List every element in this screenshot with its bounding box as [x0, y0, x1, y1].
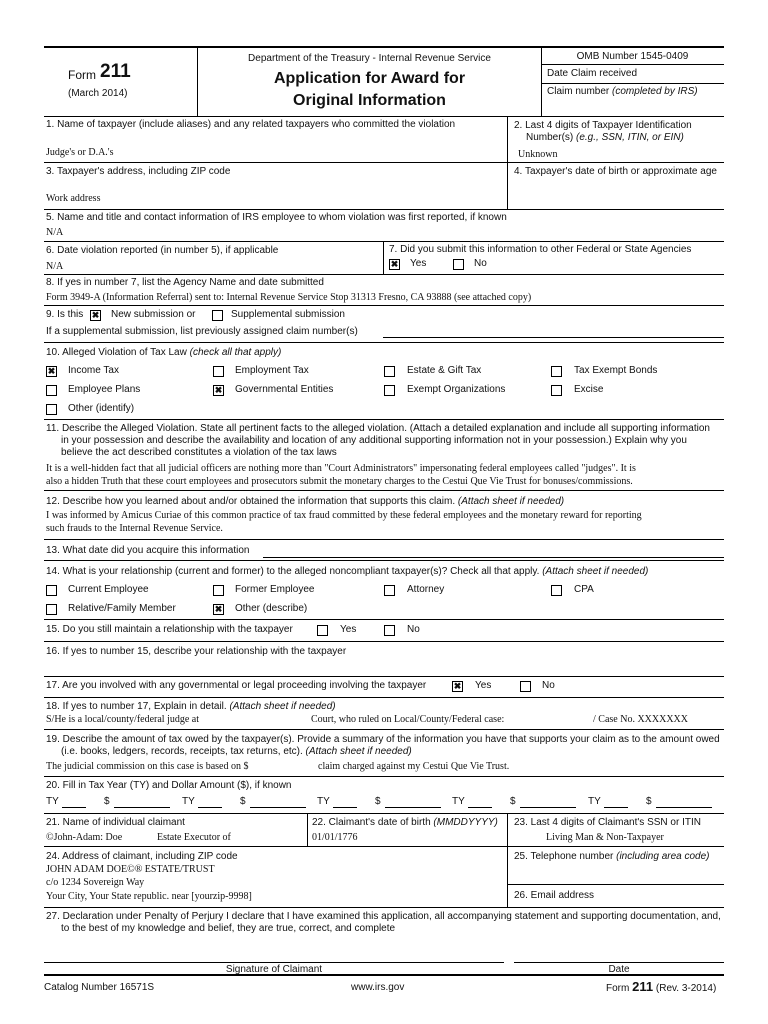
f15-label: 15. Do you still maintain a relationship with the taxpayer: [46, 624, 293, 635]
f14-cpa-checkbox[interactable]: [551, 585, 562, 596]
f5-value[interactable]: N/A: [46, 227, 64, 238]
f8-label: 8. If yes in number 7, list the Agency Name and date submitted: [46, 277, 324, 288]
f13-label: 13. What date did you acquire this information: [46, 545, 250, 556]
check-mark: ✖: [390, 259, 399, 269]
tax-year-input[interactable]: [468, 807, 492, 808]
title-line-1: Application for Award for: [273, 70, 466, 87]
f17-no-label: No: [542, 680, 555, 691]
f2-label-a: 2. Last 4 digits of Taxpayer Identification: [514, 120, 692, 131]
f7-label: 7. Did you submit this information to other Federal or State Agencies: [389, 244, 692, 255]
f12-value-a[interactable]: I was informed by Amicus Curiae of this common practice of tax fraud committed by these federal employees and the monetary reward for reporting: [46, 510, 642, 521]
check-mark: ✖: [453, 681, 462, 691]
check-mark: [47, 405, 56, 414]
f25-label-text: 25. Telephone number: [514, 851, 614, 862]
f6-value[interactable]: N/A: [46, 261, 64, 272]
f10-income-label: Income Tax: [68, 365, 119, 376]
date-claim-received: Date Claim received: [547, 68, 638, 79]
f19-value-a[interactable]: The judicial commission on this case is based on $: [46, 761, 249, 772]
check-mark: [385, 586, 394, 595]
f16-label: 16. If yes to number 15, describe your relationship with the taxpayer: [46, 646, 347, 657]
f4-label: 4. Taxpayer's date of birth or approximate age: [514, 166, 717, 177]
f7-yes-label: Yes: [410, 258, 427, 269]
dollar-amount-input[interactable]: [656, 807, 712, 808]
f10-estate-label: Estate & Gift Tax: [407, 365, 482, 376]
check-mark: [385, 386, 394, 395]
f2-label-c: (e.g., SSN, ITIN, or EIN): [576, 132, 684, 143]
claim-number-label: [547, 86, 698, 98]
f7-no-label: No: [474, 258, 487, 269]
check-mark: [213, 311, 222, 320]
f18-value-b[interactable]: Court, who ruled on Local/County/Federal case:: [311, 714, 505, 725]
f9-supp-label: Supplemental submission: [231, 309, 345, 320]
f10-label: [46, 347, 281, 359]
f10-excise-label: Excise: [574, 384, 604, 395]
f8-value[interactable]: Form 3949-A (Information Referral) sent to: Internal Revenue Service Stop 31313 Fresno, CA 93888 (see attached copy): [46, 292, 532, 303]
f25-note: (including area code): [616, 851, 710, 862]
f24-value-b[interactable]: c/o 1234 Sovereign Way: [46, 877, 145, 888]
form-number: 211: [100, 61, 131, 82]
f12-value-b[interactable]: such frauds to the Internal Revenue Service.: [46, 523, 223, 534]
dollar-amount-input[interactable]: [520, 807, 576, 808]
f15-yes-label: Yes: [340, 624, 357, 635]
f2-label-b-text: Number(s): [526, 132, 574, 143]
date-label: Date: [608, 964, 630, 975]
check-mark: [47, 386, 56, 395]
f22-note: (MMDDYYYY): [433, 817, 498, 828]
f24-value-a[interactable]: JOHN ADAM DOE©® ESTATE/TRUST: [46, 864, 215, 875]
check-mark: ✖: [47, 366, 56, 376]
check-mark: [214, 586, 223, 595]
f10-other-label: Other (identify): [68, 403, 135, 414]
f11-value-a[interactable]: It is a well-hidden fact that all judicial officers are nothing more than "Court Administrators" impersonating federal employees called "judges". It is: [46, 463, 636, 474]
f11-label-a: 11. Describe the Alleged Violation. State all pertinent facts to the alleged violation. (Attach a detailed explanation and include all supporting information: [46, 423, 710, 434]
f14-other-checkbox[interactable]: [213, 604, 224, 615]
f10-gov-label: Governmental Entities: [235, 384, 334, 395]
f13-line[interactable]: [263, 557, 724, 558]
f27-label-b: to the best of my knowledge and belief, they are true, correct, and complete: [61, 923, 396, 934]
f14-cpa-label: CPA: [574, 584, 594, 595]
check-mark: ✖: [214, 385, 223, 395]
f15-yes-checkbox[interactable]: [317, 625, 328, 636]
f10-employment-label: Employment Tax: [235, 365, 309, 376]
f5-label: 5. Name and title and contact information of IRS employee to whom violation was first reported, if known: [46, 212, 507, 223]
tax-year-label: TY: [588, 796, 601, 807]
f2-label-b: [526, 132, 684, 144]
f19-note: (Attach sheet if needed): [305, 746, 412, 757]
f1-value[interactable]: Judge's or D.A.'s: [46, 147, 114, 158]
f10-excise-checkbox[interactable]: [551, 385, 562, 396]
tax-year-label: TY: [46, 796, 59, 807]
title-line-2: Original Information: [293, 92, 446, 109]
form-label: Form: [68, 68, 96, 82]
footer-form: [606, 981, 716, 995]
f10-income-checkbox[interactable]: [46, 366, 57, 377]
f10-label-text: 10. Alleged Violation of Tax Law: [46, 347, 187, 358]
f6-label: 6. Date violation reported (in number 5), if applicable: [46, 245, 279, 256]
f18-value-c[interactable]: / Case No. XXXXXXX: [593, 714, 688, 725]
f21-label: 21. Name of individual claimant: [46, 817, 185, 828]
claim-number-note: (completed by IRS): [612, 86, 698, 97]
check-mark: [385, 626, 394, 635]
check-mark: ✖: [214, 604, 223, 614]
f19-label-b-text: (i.e. books, ledgers, records, receipts, tax returns, etc).: [61, 746, 303, 757]
f22-label-text: 22. Claimant's date of birth: [312, 817, 431, 828]
tax-year-input[interactable]: [604, 807, 628, 808]
f10-other-checkbox[interactable]: [46, 404, 57, 415]
f10-employment-checkbox[interactable]: [213, 366, 224, 377]
f10-plans-label: Employee Plans: [68, 384, 141, 395]
tax-year-label: TY: [182, 796, 195, 807]
f10-plans-checkbox[interactable]: [46, 385, 57, 396]
check-mark: [454, 260, 463, 269]
f26-label: 26. Email address: [514, 890, 595, 901]
f7-yes-checkbox[interactable]: [389, 259, 400, 270]
f12-note: (Attach sheet if needed): [457, 496, 565, 507]
check-mark: ✖: [91, 310, 100, 320]
f14-relative-checkbox[interactable]: [46, 604, 57, 615]
tax-year-input[interactable]: [333, 807, 357, 808]
f19-label-a: 19. Describe the amount of tax owed by the taxpayer(s). Provide a summary of the information you have that supports your claim as to the amount owed: [46, 734, 720, 745]
check-mark: [385, 367, 394, 376]
dollar-label: $: [646, 796, 652, 807]
tax-year-label: TY: [452, 796, 465, 807]
f20-label: 20. Fill in Tax Year (TY) and Dollar Amount ($), if known: [46, 780, 292, 791]
f9-prev-label: If a supplemental submission, list previously assigned claim number(s): [46, 326, 358, 337]
f10-exorg-checkbox[interactable]: [384, 385, 395, 396]
f24-label: 24. Address of claimant, including ZIP code: [46, 851, 238, 862]
form-date: (March 2014): [68, 88, 128, 99]
f12-label: [46, 496, 564, 508]
dollar-label: $: [240, 796, 246, 807]
f22-value[interactable]: 01/01/1776: [312, 832, 358, 843]
f14-former-checkbox[interactable]: [213, 585, 224, 596]
footer-rev: (Rev. 3-2014): [655, 983, 717, 994]
footer-form-number: 211: [632, 979, 654, 994]
f12-label-text: 12. Describe how you learned about and/or obtained the information that supports this claim.: [46, 496, 456, 507]
signature-line[interactable]: [44, 962, 504, 963]
f1-label: 1. Name of taxpayer (include aliases) and any related taxpayers who committed the violation: [46, 119, 456, 130]
dollar-amount-input[interactable]: [385, 807, 441, 808]
f9-new-checkbox[interactable]: [90, 310, 101, 321]
dollar-label: $: [104, 796, 110, 807]
f9-supp-checkbox[interactable]: [212, 310, 223, 321]
date-line[interactable]: [514, 962, 724, 963]
f24-value-c[interactable]: Your City, Your State republic. near [yourzip-9998]: [46, 891, 252, 902]
tax-year-label: TY: [317, 796, 330, 807]
f15-no-checkbox[interactable]: [384, 625, 395, 636]
dollar-label: $: [510, 796, 516, 807]
f18-label-text: 18. If yes to number 17, Explain in detail.: [46, 701, 227, 712]
f9-label: 9. Is this: [46, 309, 84, 320]
f14-attorney-label: Attorney: [407, 584, 445, 595]
check-mark: [521, 682, 530, 691]
f23-label: 23. Last 4 digits of Claimant's SSN or ITIN: [514, 817, 701, 828]
f17-yes-label: Yes: [475, 680, 492, 691]
f7-no-checkbox[interactable]: [453, 259, 464, 270]
f10-exorg-label: Exempt Organizations: [407, 384, 506, 395]
f18-note: (Attach sheet if needed): [229, 701, 336, 712]
f19-value-b[interactable]: claim charged against my Cestui Que Vie Trust.: [318, 761, 510, 772]
dollar-amount-input[interactable]: [250, 807, 306, 808]
omb-number: OMB Number 1545-0409: [576, 51, 689, 62]
f21-value-b[interactable]: Estate Executor of: [157, 832, 231, 843]
f10-bonds-label: Tax Exempt Bonds: [574, 365, 658, 376]
f11-label-c: believe the act described constitutes a violation of the tax laws: [61, 447, 337, 458]
f22-label: [312, 817, 498, 829]
f17-yes-checkbox[interactable]: [452, 681, 463, 692]
f14-label: [46, 566, 648, 578]
f2-value[interactable]: Unknown: [518, 149, 558, 160]
f14-attorney-checkbox[interactable]: [384, 585, 395, 596]
agency-name: Department of the Treasury - Internal Revenue Service: [248, 53, 491, 64]
f14-current-checkbox[interactable]: [46, 585, 57, 596]
check-mark: [214, 367, 223, 376]
footer-form-word: Form: [606, 983, 630, 994]
f14-note: (Attach sheet if needed): [542, 566, 649, 577]
check-mark: [318, 626, 327, 635]
f27-label-a: 27. Declaration under Penalty of Perjury I declare that I have examined this application, all accompanying statement and supporting documentation, and,: [46, 911, 721, 922]
f21-value-a[interactable]: ©John-Adam: Doe: [46, 832, 123, 843]
f14-relative-label: Relative/Family Member: [68, 603, 176, 614]
signature-label: Signature of Claimant: [225, 964, 323, 975]
f19-label-b: [61, 746, 412, 758]
f9-prev-line[interactable]: [383, 337, 724, 338]
f10-note: (check all that apply): [189, 347, 282, 358]
f9-new-label: New submission or: [111, 309, 196, 320]
f18-value-a[interactable]: S/He is a local/county/federal judge at: [46, 714, 200, 725]
tax-year-input[interactable]: [62, 807, 86, 808]
f11-label-b: in your possession and describe the availability and location of any additional supporting information not in your possession.) Explain why you: [61, 435, 687, 446]
irs-website: www.irs.gov: [351, 982, 405, 993]
f17-no-checkbox[interactable]: [520, 681, 531, 692]
f17-label: 17. Are you involved with any governmental or legal proceeding involving the taxpayer: [46, 680, 427, 691]
claim-number-text: Claim number: [547, 86, 610, 97]
dollar-label: $: [375, 796, 381, 807]
f11-value-b[interactable]: also a hidden Truth that these court employees and prosecutors submit the monetary charges to the Cestui Que Vie Trust for bonuses/commissions.: [46, 476, 633, 487]
tax-year-input[interactable]: [198, 807, 222, 808]
f14-former-label: Former Employee: [235, 584, 315, 595]
f10-estate-checkbox[interactable]: [384, 366, 395, 377]
f14-other-label: Other (describe): [235, 603, 308, 614]
check-mark: [47, 605, 56, 614]
f3-label: 3. Taxpayer's address, including ZIP code: [46, 166, 231, 177]
f23-value[interactable]: Living Man & Non-Taxpayer: [546, 832, 664, 843]
f10-bonds-checkbox[interactable]: [551, 366, 562, 377]
check-mark: [47, 586, 56, 595]
dollar-amount-input[interactable]: [114, 807, 170, 808]
f18-label: [46, 701, 336, 713]
check-mark: [552, 586, 561, 595]
f15-no-label: No: [407, 624, 420, 635]
f3-value[interactable]: Work address: [46, 193, 101, 204]
f14-label-text: 14. What is your relationship (current and former) to the alleged noncompliant taxpayer(s)? Check all that apply.: [46, 566, 540, 577]
check-mark: [552, 367, 561, 376]
check-mark: [552, 386, 561, 395]
catalog-number: Catalog Number 16571S: [44, 982, 155, 993]
f14-current-label: Current Employee: [68, 584, 149, 595]
f25-label: [514, 851, 710, 863]
f10-gov-checkbox[interactable]: [213, 385, 224, 396]
